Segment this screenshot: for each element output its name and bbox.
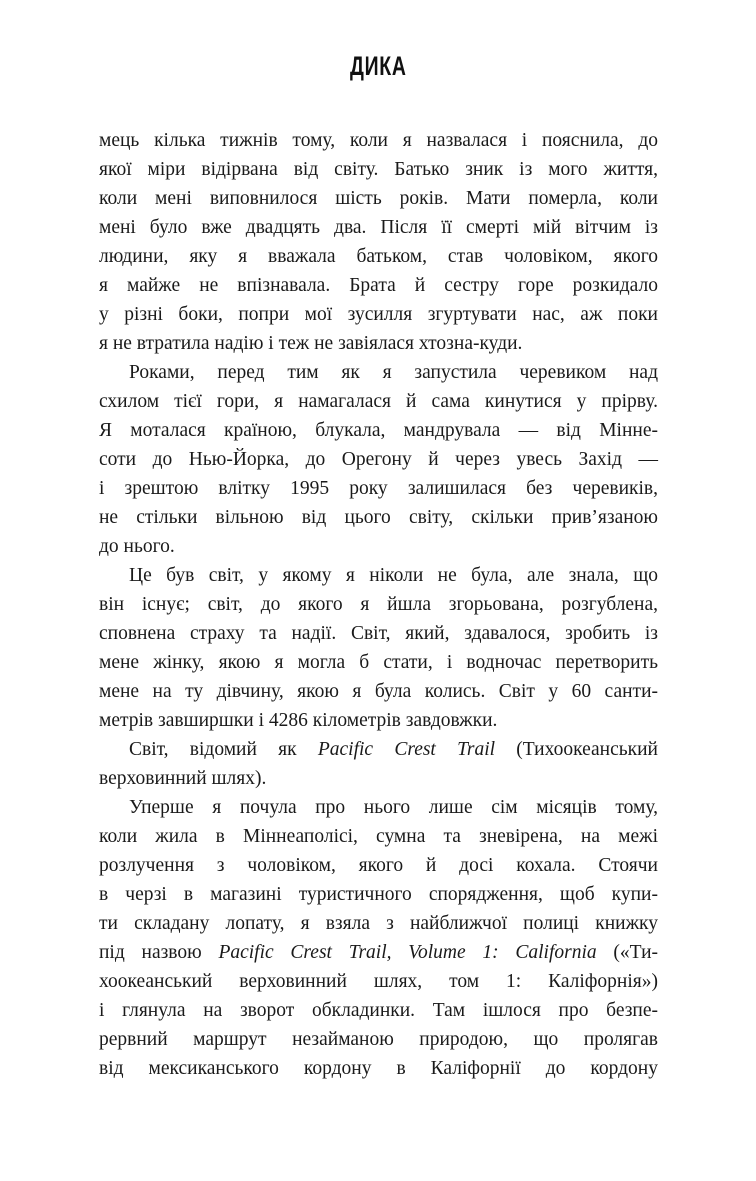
text-line: [99, 735, 658, 764]
text-segment: розлучення з чоловіком, якого й досі кохала. Стоячи: [99, 855, 658, 876]
running-header: [0, 53, 756, 80]
text-line: [99, 590, 658, 619]
text-line: [99, 329, 658, 358]
italic-text: Pacific Crest Trail: [317, 739, 496, 760]
text-line: [99, 967, 658, 996]
text-segment: («Ти-: [596, 942, 658, 963]
text-line: [99, 996, 658, 1025]
text-line: [99, 474, 658, 503]
text-line: [99, 155, 658, 184]
text-line: [99, 1025, 658, 1054]
text-segment: ти складану лопату, я взяла з найближчої полиці книжку: [99, 913, 658, 934]
text-line: [99, 445, 658, 474]
italic-text: Pacific Crest Trail, Volume 1: California: [218, 942, 597, 963]
text-segment: сповнена страху та надії. Світ, який, здавалося, зробить із: [99, 623, 658, 644]
text-segment: під назвою: [99, 942, 219, 963]
text-segment: в черзі в магазині туристичного спорядження, щоб купи-: [99, 884, 658, 905]
text-line: [99, 793, 658, 822]
text-segment: метрів завширшки і 4286 кілометрів завдовжки.: [99, 710, 498, 731]
text-line: [99, 909, 658, 938]
text-segment: він існує; світ, до якого я йшла згорьована, розгублена,: [99, 594, 658, 615]
text-segment: Світ, відомий як: [129, 739, 318, 760]
text-line: [99, 880, 658, 909]
text-segment: мене на ту дівчину, якою я була колись. Світ у 60 санти-: [99, 681, 658, 702]
text-segment: від мексиканського кордону в Каліфорнії до кордону: [99, 1058, 658, 1079]
text-segment: у різні боки, попри мої зусилля згуртувати нас, аж поки: [99, 304, 658, 325]
text-line: [99, 242, 658, 271]
text-segment: верховинний шлях).: [99, 768, 267, 789]
text-line: [99, 532, 658, 561]
text-segment: і зрештою влітку 1995 року залишилася без черевиків,: [99, 478, 658, 499]
text-segment: хоокеанський верховинний шлях, том 1: Каліфорнія»): [99, 971, 658, 992]
text-segment: я не втратила надію і теж не завіялася хтозна-куди.: [99, 333, 523, 354]
text-segment: якої міри відірвана від світу. Батько зник із мого життя,: [99, 159, 658, 180]
text-line: [99, 387, 658, 416]
text-line: [99, 938, 658, 967]
text-segment: (Тихоокеанський: [495, 739, 658, 760]
text-line: [99, 358, 658, 387]
text-line: [99, 619, 658, 648]
text-line: [99, 503, 658, 532]
text-segment: схилом тієї гори, я намагалася й сама кинутися у прірву.: [99, 391, 658, 412]
text-line: [99, 271, 658, 300]
text-line: [99, 126, 658, 155]
text-segment: і глянула на зворот обкладинки. Там ішлося про безпе-: [99, 1000, 658, 1021]
text-segment: людини, яку я вважала батьком, став чоловіком, якого: [99, 246, 658, 267]
text-line: [99, 706, 658, 735]
text-segment: Уперше я почула про нього лише сім місяців тому,: [129, 797, 658, 818]
text-line: [99, 416, 658, 445]
text-segment: не стільки вільною від цього світу, скільки прив’язаною: [99, 507, 658, 528]
text-line: [99, 851, 658, 880]
text-line: [99, 648, 658, 677]
text-segment: коли мені виповнилося шість років. Мати померла, коли: [99, 188, 658, 209]
text-segment: Це був світ, у якому я ніколи не була, але знала, що: [129, 565, 658, 586]
text-segment: я майже не впізнавала. Брата й сестру горе розкидало: [99, 275, 658, 296]
text-line: [99, 1054, 658, 1083]
text-segment: мені було вже двадцять два. Після її смерті мій вітчим із: [99, 217, 658, 238]
book-title: ДИКА: [349, 51, 407, 81]
text-segment: коли жила в Міннеаполісі, сумна та зневірена, на межі: [99, 826, 658, 847]
text-line: [99, 561, 658, 590]
text-line: [99, 184, 658, 213]
text-segment: Я моталася країною, блукала, мандрувала — від Мінне-: [99, 420, 658, 441]
text-block: [99, 126, 658, 1083]
text-segment: рервний маршрут незайманою природою, що пролягав: [99, 1029, 658, 1050]
text-segment: мене жінку, якою я могла б стати, і водночас перетворить: [99, 652, 658, 673]
text-segment: Роками, перед тим як я запустила черевиком над: [129, 362, 658, 383]
text-line: [99, 764, 658, 793]
text-line: [99, 213, 658, 242]
text-segment: до нього.: [99, 536, 175, 557]
text-segment: мець кілька тижнів тому, коли я назвалася і пояснила, до: [99, 130, 658, 151]
text-line: [99, 677, 658, 706]
text-segment: соти до Нью-Йорка, до Орегону й через увесь Захід —: [99, 449, 658, 470]
text-line: [99, 822, 658, 851]
text-line: [99, 300, 658, 329]
